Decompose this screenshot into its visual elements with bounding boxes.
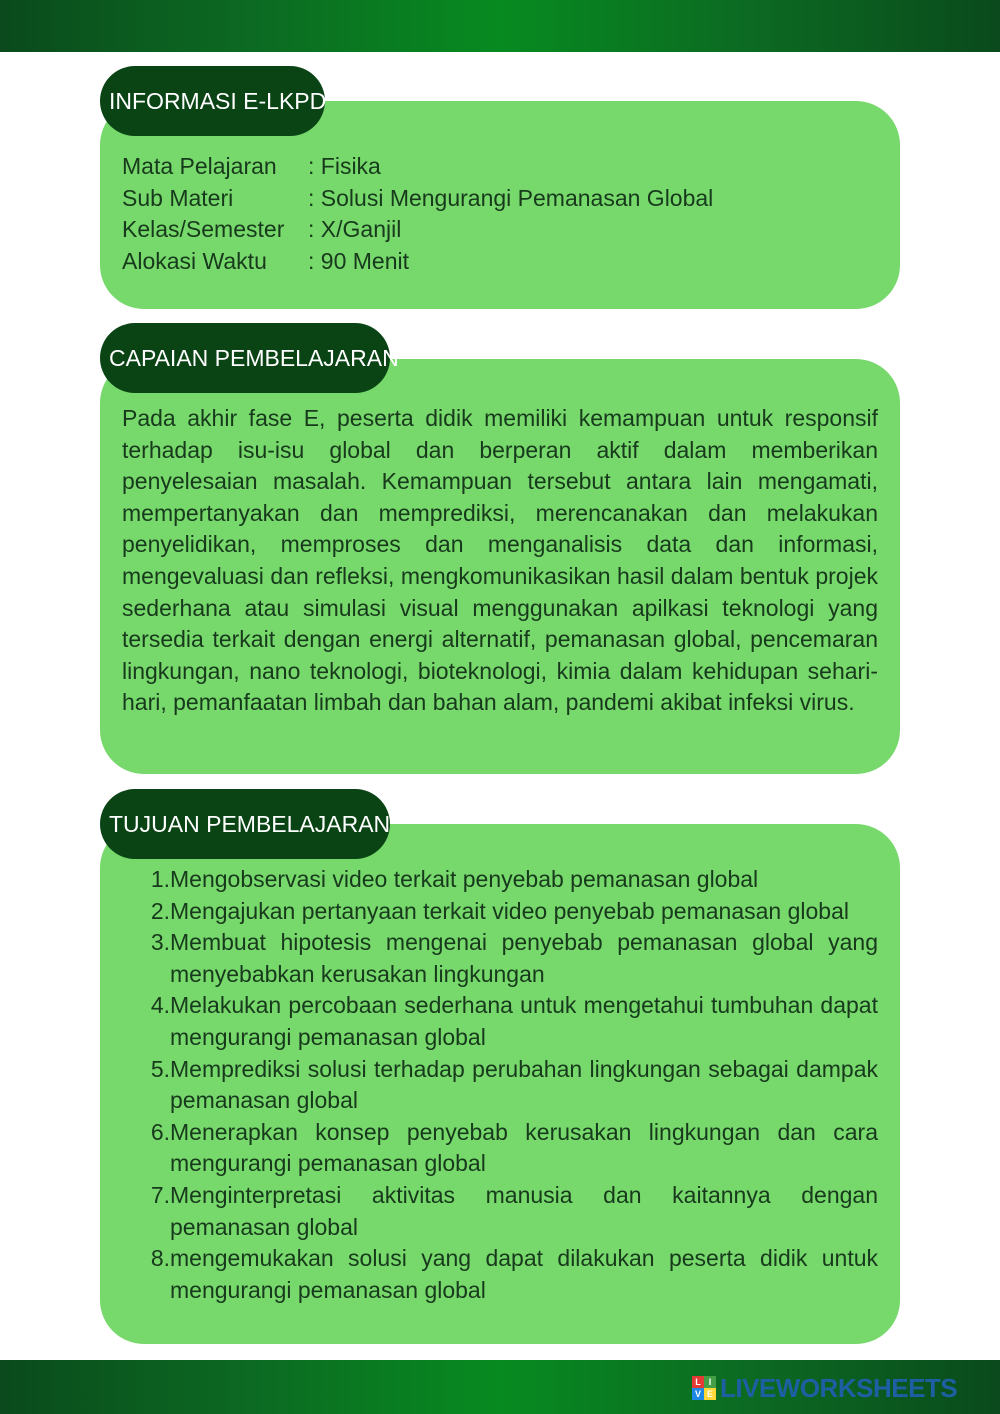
goal-number: 3. [150, 929, 170, 956]
info-label: Alokasi Waktu [122, 247, 267, 274]
goal-number: 8. [150, 1245, 170, 1272]
info-row-time [122, 246, 713, 278]
goal-number: 2. [150, 897, 170, 924]
goal-text: mengemukakan solusi yang dapat dilakukan peserta didik untuk mengurangi pemanasan global [170, 1245, 878, 1303]
goal-text: Membuat hipotesis mengenai penyebab pemanasan global yang menyebabkan kerusakan lingkungan [170, 929, 878, 987]
logo-letter: V [692, 1388, 704, 1400]
list-item [122, 864, 878, 896]
logo-letter: I [704, 1376, 716, 1388]
goal-text: Melakukan percobaan sederhana untuk mengetahui tumbuhan dapat mengurangi pemanasan global [170, 992, 878, 1050]
goal-number: 4. [150, 992, 170, 1019]
info-label: Sub Materi [122, 184, 234, 211]
info-value: : Fisika [308, 153, 381, 179]
goal-text: Mengobservasi video terkait penyebab pemanasan global [170, 866, 759, 892]
goal-text: Memprediksi solusi terhadap perubahan lingkungan sebagai dampak pemanasan global [170, 1055, 878, 1114]
top-banner [0, 0, 1000, 52]
tujuan-heading: TUJUAN PEMBELAJARAN [100, 789, 390, 859]
goal-text: Menginterpretasi aktivitas manusia dan kaitannya dengan pemanasan global [170, 1181, 878, 1240]
list-item [122, 1180, 878, 1243]
info-label: Kelas/Semester [122, 216, 285, 243]
info-heading: INFORMASI E-LKPD [100, 66, 325, 136]
logo-letter: E [704, 1388, 716, 1400]
goal-number: 1. [150, 866, 170, 892]
list-item [122, 896, 878, 928]
list-item [122, 1243, 878, 1306]
info-label: Mata Pelajaran [122, 153, 277, 179]
list-item [122, 1117, 878, 1180]
info-table [122, 151, 713, 277]
goal-text: Mengajukan pertanyaan terkait video penyebab pemanasan global [170, 897, 849, 924]
capaian-panel [100, 359, 900, 774]
info-row-class [122, 214, 713, 246]
goals-list [122, 864, 878, 1306]
liveworksheets-brand [692, 1374, 957, 1402]
list-item [122, 1054, 878, 1117]
goal-text: Menerapkan konsep penyebab kerusakan lingkungan dan cara mengurangi pemanasan global [170, 1118, 878, 1177]
brand-name: LIVEWORKSHEETS [720, 1372, 958, 1403]
info-row-submaterial [122, 183, 713, 215]
goal-number: 5. [150, 1055, 170, 1082]
goal-number: 6. [150, 1118, 170, 1145]
capaian-paragraph: Pada akhir fase E, peserta didik memiliki kemampuan untuk responsif terhadap isu-isu global dan berperan aktif dalam memberikan penyelesaian masalah. Kemampuan tersebut antara lain mengamati, mempertanyakan dan memprediksi, merencanakan dan melakukan penyelidikan, memproses dan menganalisis data dan informasi, mengevaluasi dan refleksi, mengkomunikasikan hasil dalam bentuk projek sederhana atau simulasi visual menggunakan apilkasi teknologi yang tersedia terkait dengan energi alternatif, pemanasan global, pencemaran lingkungan, nano teknologi, bioteknologi, kimia dalam kehidupan sehari-hari, pemanfaatan limbah dan bahan alam, pandemi akibat infeksi virus. [122, 405, 878, 716]
list-item [122, 927, 878, 990]
list-item [122, 990, 878, 1053]
capaian-heading: CAPAIAN PEMBELAJARAN [100, 323, 390, 393]
tujuan-panel [100, 824, 900, 1344]
info-value: : Solusi Mengurangi Pemanasan Global [308, 184, 714, 211]
logo-letter: L [692, 1376, 704, 1388]
info-value: : 90 Menit [308, 247, 409, 274]
liveworksheets-logo-icon [692, 1376, 716, 1400]
info-value: : X/Ganjil [308, 216, 402, 243]
goal-number: 7. [150, 1181, 170, 1208]
info-row-subject [122, 151, 713, 183]
